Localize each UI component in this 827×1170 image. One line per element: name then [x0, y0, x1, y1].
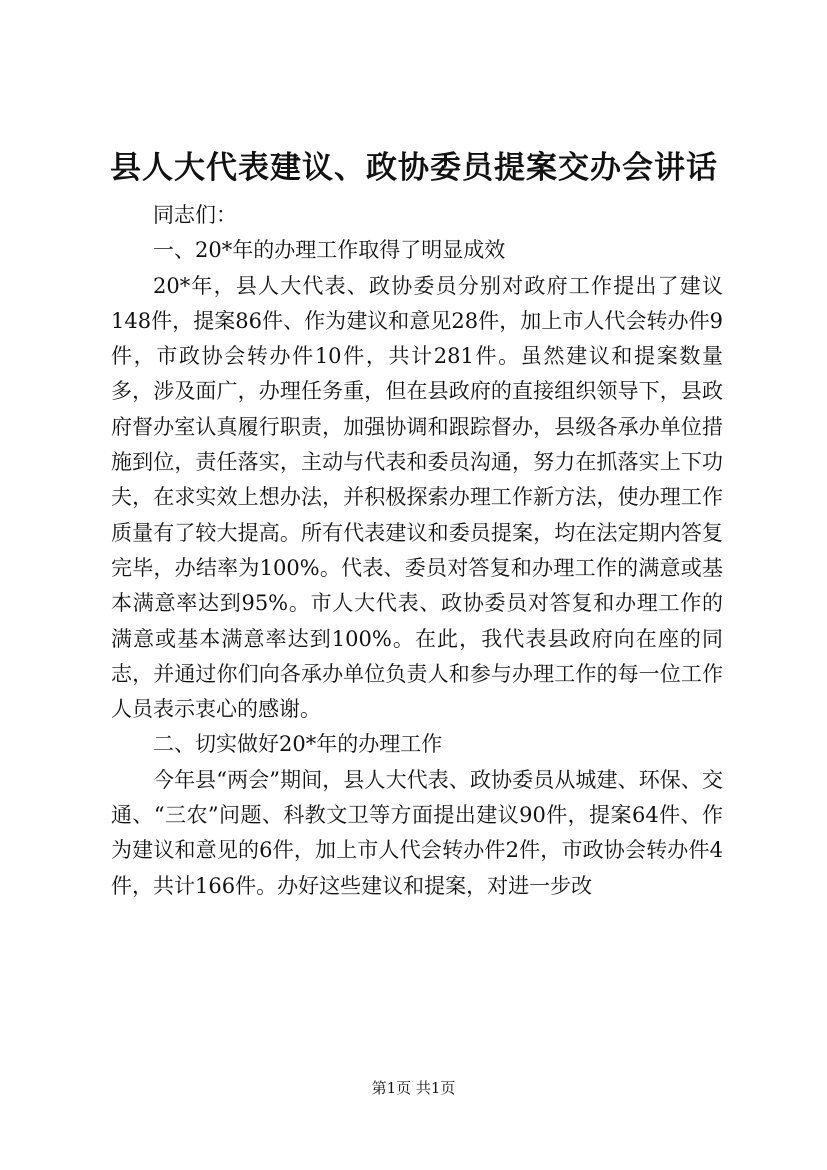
body-paragraph: 今年县“两会”期间，县人大代表、政协委员从城建、环保、交通、“三农”问题、科教文卫等方面提出建议90件，提案64件、作为建议和意见的6件，加上市人代会转办件2件，市政协会转办件4件，共计166件。办好这些建议和提案，对进一步改 [111, 767, 723, 898]
salutation: 同志们： [153, 203, 237, 227]
page-footer: 第1页 共1页 [371, 1079, 456, 1097]
document-title: 县人大代表建议、政协委员提案交办会讲话 [110, 150, 718, 186]
section-heading-1: 一、20*年的办理工作取得了明显成效 [153, 238, 506, 263]
document-body [111, 198, 723, 904]
section-heading-2: 二、切实做好20*年的办理工作 [153, 732, 443, 757]
body-paragraph: 20*年，县人大代表、政协委员分别对政府工作提出了建议148件，提案86件、作为建议和意见28件，加上市人代会转办件9件，市政协会转办件10件，共计281件。虽然建议和提案数量多，涉及面广，办理任务重，但在县政府的直接组织领导下，县政府督办室认真履行职责，加强协调和跟踪督办，县级各承办单位措施到位，责任落实，主动与代表和委员沟通，努力在抓落实上下功夫，在求实效上想办法，并积极探索办理工作新方法，使办理工作质量有了较大提高。所有代表建议和委员提案，均在法定期内答复完毕，办结率为100%。代表、委员对答复和办理工作的满意或基本满意率达到95%。市人大代表、政协委员对答复和办理工作的满意或基本满意率达到100%。在此，我代表县政府向在座的同志，并通过你们向各承办单位负责人和参与办理工作的每一位工作人员表示衷心的感谢。 [111, 273, 723, 722]
